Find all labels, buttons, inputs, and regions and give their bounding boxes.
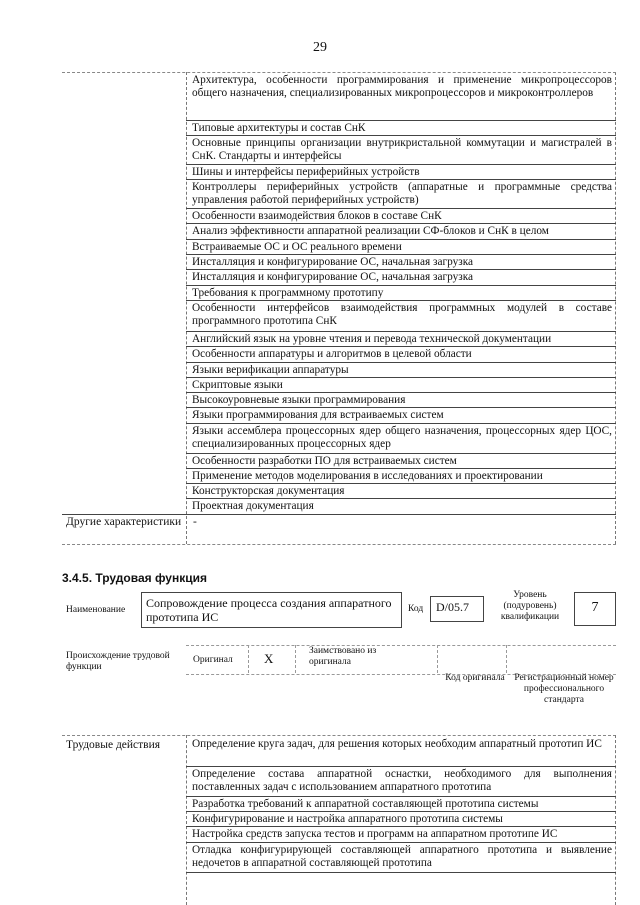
code-label: Код bbox=[408, 604, 424, 614]
registration-number-caption: Регистрационный номер профессионального стандарта bbox=[514, 673, 614, 705]
row-divider bbox=[186, 362, 616, 363]
code-box bbox=[430, 596, 484, 622]
knowledge-item: Применение методов моделирования в исследованиях и проектировании bbox=[192, 470, 543, 482]
level-box bbox=[574, 592, 616, 626]
row-divider bbox=[186, 331, 616, 332]
knowledge-item: Особенности интерфейсов взаимодействия программных модулей в составе программного прототипа СнК bbox=[192, 302, 612, 327]
knowledge-item: Языки программирования для встраиваемых систем bbox=[192, 409, 444, 421]
row-divider bbox=[186, 135, 616, 136]
labor-action-item: Настройка средств запуска тестов и программ на аппаратном прототипе ИС bbox=[192, 828, 558, 840]
row-divider bbox=[186, 826, 616, 827]
name-label: Наименование bbox=[66, 605, 126, 615]
labor-action-item: Определение состава аппаратной оснастки, необходимого для выполнения поставленных задач с использованием аппаратного прототипа bbox=[192, 768, 612, 793]
labor-action-item: Отладка конфигурирующей составляющей аппаратного прототипа и выявление недочетов в аппаратной составляющей прототипа bbox=[192, 844, 612, 869]
code-original-caption: Код оригинала bbox=[445, 673, 505, 683]
origin-divider bbox=[295, 645, 296, 673]
level-label: Уровень (подуровень) квалификации bbox=[500, 590, 560, 622]
table-top-edge bbox=[62, 72, 616, 73]
column-divider bbox=[186, 735, 187, 905]
row-divider bbox=[186, 796, 616, 797]
row-divider bbox=[186, 164, 616, 165]
row-divider bbox=[186, 223, 616, 224]
origin-divider bbox=[506, 645, 507, 673]
knowledge-item: Высокоуровневые языки программирования bbox=[192, 394, 406, 406]
table-bottom-edge bbox=[62, 544, 616, 545]
knowledge-item: Типовые архитектуры и состав СнК bbox=[192, 122, 366, 134]
knowledge-item: Анализ эффективности аппаратной реализации СФ-блоков и СнК в целом bbox=[192, 225, 549, 237]
row-divider bbox=[186, 423, 616, 424]
column-divider bbox=[186, 72, 187, 544]
function-name: Сопровождение процесса создания аппаратного прототипа ИС bbox=[146, 596, 392, 624]
original-mark: X bbox=[264, 651, 274, 666]
table-right-edge bbox=[615, 72, 616, 544]
knowledge-item: Инсталляция и конфигурирование ОС, начальная загрузка bbox=[192, 256, 474, 268]
original-label: Оригинал bbox=[193, 655, 233, 665]
origin-divider bbox=[437, 645, 438, 673]
row-divider bbox=[62, 514, 616, 515]
knowledge-item: Особенности взаимодействия блоков в составе СнК bbox=[192, 210, 442, 222]
other-characteristics-value: - bbox=[193, 516, 197, 528]
row-divider bbox=[186, 483, 616, 484]
row-divider bbox=[186, 254, 616, 255]
row-divider bbox=[186, 269, 616, 270]
table-top-edge bbox=[62, 735, 616, 736]
knowledge-item: Шины и интерфейсы периферийных устройств bbox=[192, 166, 420, 178]
row-divider bbox=[186, 300, 616, 301]
row-divider bbox=[186, 872, 616, 873]
knowledge-item: Основные принципы организации внутрикристальной коммутации и магистралей в СнК. Стандарты и интерфейсы bbox=[192, 137, 612, 162]
section-title: 3.4.5. Трудовая функция bbox=[62, 571, 207, 585]
labor-action-item: Конфигурирование и настройка аппаратного прототипа системы bbox=[192, 813, 503, 825]
knowledge-item: Скриптовые языки bbox=[192, 379, 283, 391]
level-value: 7 bbox=[591, 600, 599, 615]
row-divider bbox=[186, 239, 616, 240]
knowledge-item: Встраиваемые ОС и ОС реального времени bbox=[192, 241, 402, 253]
labor-action-item: Разработка требований к аппаратной составляющей прототипа системы bbox=[192, 798, 539, 810]
page-number: 29 bbox=[313, 40, 327, 55]
knowledge-item: Конструкторская документация bbox=[192, 485, 345, 497]
knowledge-item: Проектная документация bbox=[192, 500, 314, 512]
origin-divider bbox=[248, 645, 249, 673]
row-divider bbox=[186, 766, 616, 767]
row-divider bbox=[186, 208, 616, 209]
row-divider bbox=[186, 407, 616, 408]
knowledge-item: Особенности аппаратуры и алгоритмов в целевой области bbox=[192, 348, 472, 360]
row-divider bbox=[186, 120, 616, 121]
labor-action-item: Определение круга задач, для решения которых необходим аппаратный прототип ИС bbox=[192, 738, 602, 750]
knowledge-item: Архитектура, особенности программирования и применение микропроцессоров общего назначения, специализированных микропроцессоров и микроконтроллеров bbox=[192, 74, 612, 99]
row-divider bbox=[186, 453, 616, 454]
row-divider bbox=[186, 285, 616, 286]
labor-actions-label: Трудовые действия bbox=[66, 739, 161, 751]
name-box bbox=[141, 592, 402, 628]
knowledge-item: Английский язык на уровне чтения и перевода технической документации bbox=[192, 333, 552, 345]
knowledge-item: Инсталляция и конфигурирование ОС, начальная загрузка bbox=[192, 271, 474, 283]
row-divider bbox=[186, 179, 616, 180]
knowledge-item: Контроллеры периферийных устройств (аппаратные и программные средства управления работой периферийных устройств) bbox=[192, 181, 612, 206]
knowledge-item: Особенности разработки ПО для встраиваемых систем bbox=[192, 455, 457, 467]
row-divider bbox=[186, 842, 616, 843]
other-characteristics-label: Другие характеристики bbox=[66, 516, 182, 528]
knowledge-item: Требования к программному прототипу bbox=[192, 287, 384, 299]
row-divider bbox=[186, 498, 616, 499]
row-divider bbox=[186, 392, 616, 393]
knowledge-item: Языки ассемблера процессорных ядер общего назначения, процессорных ядер ЦОС, специализированных процессорных ядер bbox=[192, 425, 612, 450]
origin-label: Происхождение трудовой функции bbox=[66, 651, 170, 672]
function-code: D/05.7 bbox=[436, 600, 469, 614]
table-right-edge bbox=[615, 735, 616, 905]
row-divider bbox=[186, 811, 616, 812]
row-divider bbox=[186, 468, 616, 469]
row-divider bbox=[186, 346, 616, 347]
knowledge-item: Языки верификации аппаратуры bbox=[192, 364, 349, 376]
row-divider bbox=[186, 377, 616, 378]
borrowed-label: Заимствовано из оригинала bbox=[309, 646, 377, 667]
